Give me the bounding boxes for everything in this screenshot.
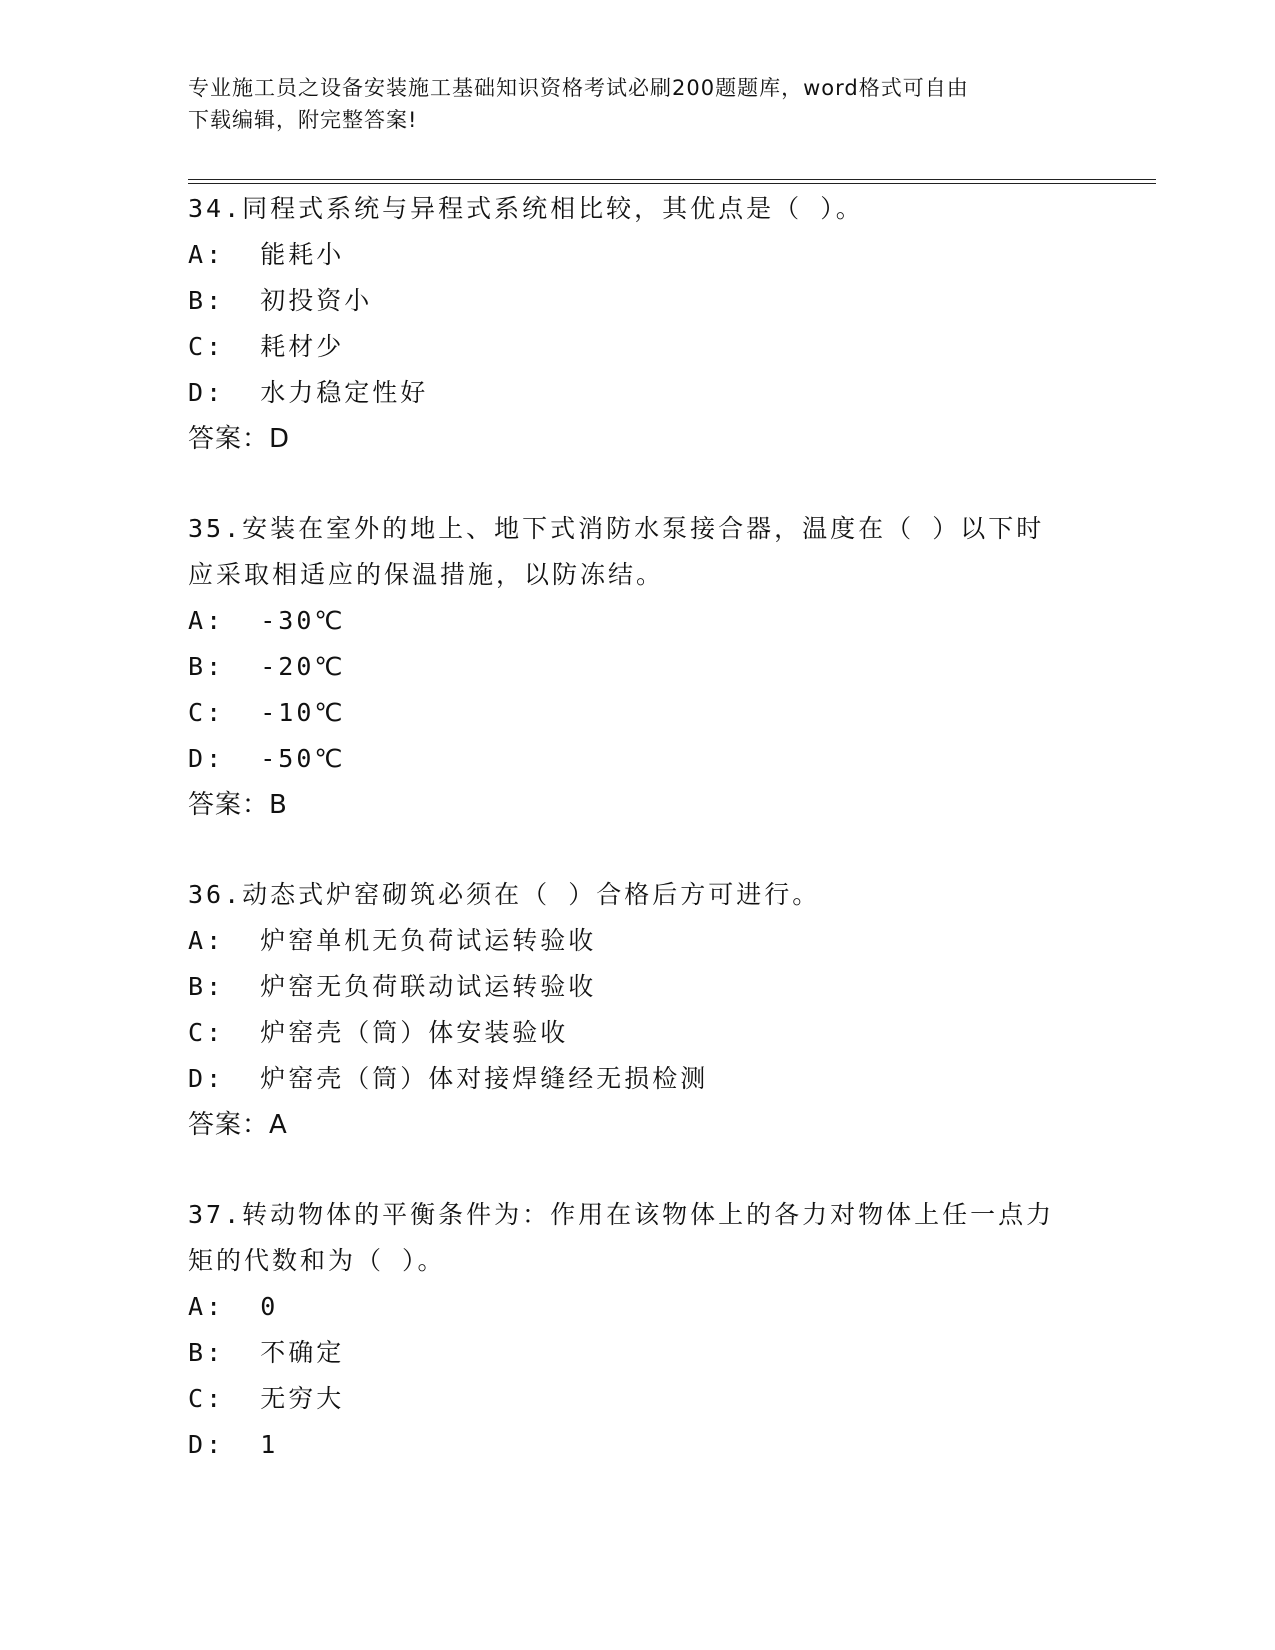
header-divider-top — [188, 179, 1156, 180]
option-text: 炉窑壳（筒）体安装验收 — [260, 1018, 569, 1047]
option-d: D: 1 — [188, 1430, 279, 1459]
answer-line: 答案：D — [188, 424, 291, 454]
option-text: 水力稳定性好 — [260, 378, 429, 407]
option-letter: A — [188, 606, 207, 635]
question-stem-line-1: 36.动态式炉窑砌筑必须在（ ）合格后方可进行。 — [188, 880, 821, 909]
header-title-line-1: 专业施工员之设备安装施工基础知识资格考试必刷200题题库，word格式可自由 — [188, 76, 969, 100]
option-letter: B — [188, 286, 207, 315]
option-letter: D — [188, 378, 207, 407]
option-text: -50℃ — [260, 744, 346, 773]
option-a: A: 炉窑单机无负荷试运转验收 — [188, 926, 597, 955]
question-34 — [188, 186, 1088, 462]
option-c: C: 耗材少 — [188, 332, 345, 361]
option-a: A: -30℃ — [188, 606, 346, 635]
option-text: -10℃ — [260, 698, 346, 727]
option-b: B: 初投资小 — [188, 286, 373, 315]
option-a: A: 能耗小 — [188, 240, 345, 269]
option-letter: D — [188, 744, 207, 773]
option-b: B: 不确定 — [188, 1338, 345, 1367]
option-text: 炉窑无负荷联动试运转验收 — [260, 972, 597, 1001]
option-text: 0 — [260, 1292, 279, 1321]
question-stem — [188, 872, 1088, 918]
option-letter: B — [188, 1338, 207, 1367]
option-d: D: -50℃ — [188, 744, 346, 773]
option-c: C: 无穷大 — [188, 1384, 345, 1413]
question-stem-line-1: 34.同程式系统与异程式系统相比较，其优点是（ ）。 — [188, 194, 864, 223]
option-text: -20℃ — [260, 652, 346, 681]
header-divider-bottom — [188, 183, 1156, 184]
question-36 — [188, 872, 1088, 1148]
question-stem — [188, 1192, 1088, 1284]
question-stem-line-2: 应采取相适应的保温措施，以防冻结。 — [188, 560, 665, 589]
option-text: 不确定 — [260, 1338, 345, 1367]
option-text: 耗材少 — [260, 332, 345, 361]
option-letter: C — [188, 1018, 207, 1047]
option-b: B: -20℃ — [188, 652, 346, 681]
question-stem-line-1: 35.安装在室外的地上、地下式消防水泵接合器，温度在（ ）以下时 — [188, 514, 1045, 543]
option-d: D: 炉窑壳（筒）体对接焊缝经无损检测 — [188, 1064, 709, 1093]
option-letter: D — [188, 1430, 207, 1459]
question-stem-line-1: 37.转动物体的平衡条件为：作用在该物体上的各力对物体上任一点力 — [188, 1200, 1055, 1229]
option-letter: C — [188, 698, 207, 727]
option-c: C: 炉窑壳（筒）体安装验收 — [188, 1018, 569, 1047]
option-text: -30℃ — [260, 606, 346, 635]
question-stem-line-2: 矩的代数和为（ ）。 — [188, 1246, 446, 1275]
option-text: 炉窑壳（筒）体对接焊缝经无损检测 — [260, 1064, 709, 1093]
option-letter: A — [188, 240, 207, 269]
option-a: A: 0 — [188, 1292, 279, 1321]
question-37 — [188, 1192, 1088, 1468]
option-text: 1 — [260, 1430, 279, 1459]
option-c: C: -10℃ — [188, 698, 346, 727]
option-letter: C — [188, 1384, 207, 1413]
answer-line: 答案：B — [188, 790, 288, 820]
option-text: 炉窑单机无负荷试运转验收 — [260, 926, 597, 955]
document-header — [188, 72, 1088, 136]
option-letter: B — [188, 972, 207, 1001]
option-letter: C — [188, 332, 207, 361]
option-letter: A — [188, 1292, 207, 1321]
question-35 — [188, 506, 1088, 828]
option-text: 能耗小 — [260, 240, 345, 269]
header-title-line-2: 下载编辑，附完整答案! — [188, 108, 418, 132]
option-letter: B — [188, 652, 207, 681]
answer-line: 答案：A — [188, 1110, 288, 1140]
question-stem — [188, 186, 1088, 232]
question-stem — [188, 506, 1088, 598]
option-letter: D — [188, 1064, 207, 1093]
option-d: D: 水力稳定性好 — [188, 378, 429, 407]
option-letter: A — [188, 926, 207, 955]
question-list — [188, 186, 1088, 1512]
option-text: 无穷大 — [260, 1384, 345, 1413]
option-text: 初投资小 — [260, 286, 373, 315]
option-b: B: 炉窑无负荷联动试运转验收 — [188, 972, 597, 1001]
